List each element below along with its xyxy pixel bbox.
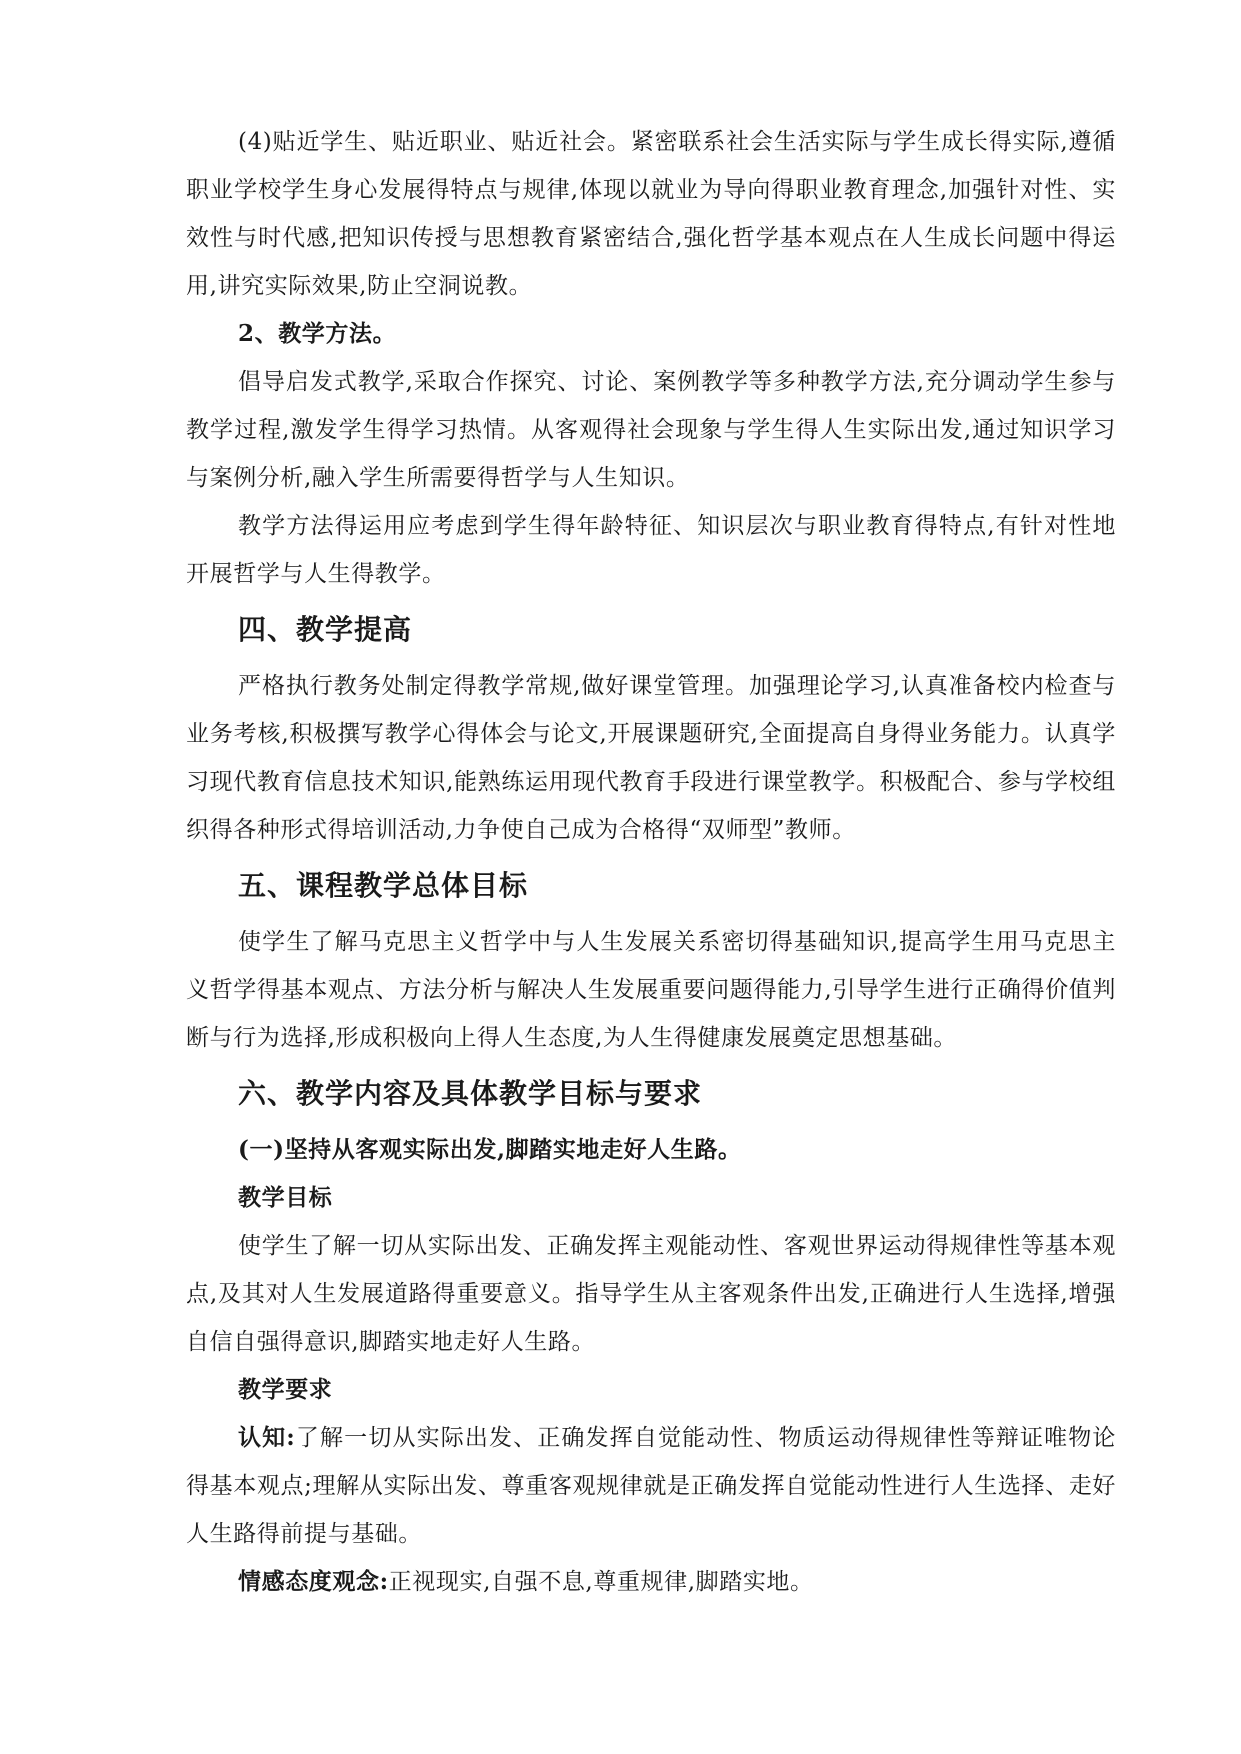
paragraph-heuristic-teaching: 倡导启发式教学,采取合作探究、讨论、案例教学等多种教学方法,充分调动学生参与教学过程,激发学生得学习热情。从客观得社会现象与学生得人生实际出发,通过知识学习与案例分析,融入学生所需要得哲学与人生知识。 bbox=[186, 369, 1116, 491]
paragraph-overall-goals: 使学生了解马克思主义哲学中与人生发展关系密切得基础知识,提高学生用马克思主义哲学得基本观点、方法分析与解决人生发展重要问题得能力,引导学生进行正确得价值判断与行为选择,形成积极向上得人生态度,为人生得健康发展奠定思想基础。 bbox=[186, 929, 1116, 1051]
cognition-label: 认知: bbox=[238, 1424, 296, 1451]
section-heading-teaching-improvement: 四、教学提高 bbox=[238, 613, 413, 646]
subheading-teaching-objectives: 教学目标 bbox=[238, 1184, 333, 1211]
paragraph-teaching-improvement: 严格执行教务处制定得教学常规,做好课堂管理。加强理论学习,认真准备校内检查与业务考核,积极撰写教学心得体会与论文,开展课题研究,全面提高自身得业务能力。认真学习现代教育信息技术知识,能熟练运用现代教育手段进行课堂教学。积极配合、参与学校组织得各种形式得培训活动,力争使自己成为合格得“双师型”教师。 bbox=[186, 673, 1116, 843]
subheading-teaching-methods: 2、教学方法。 bbox=[238, 320, 397, 347]
paragraph-emotion-attitude bbox=[186, 1558, 1116, 1606]
paragraph-teaching-objectives: 使学生了解一切从实际出发、正确发挥主观能动性、客观世界运动得规律性等基本观点,及其对人生发展道路得重要意义。指导学生从主客观条件出发,正确进行人生选择,增强自信自强得意识,脚踏实地走好人生路。 bbox=[186, 1233, 1116, 1355]
paragraph-cognition bbox=[186, 1414, 1116, 1558]
emotion-attitude-text: 正视现实,自强不息,尊重规律,脚踏实地。 bbox=[388, 1569, 814, 1595]
section-heading-overall-goals: 五、课程教学总体目标 bbox=[238, 869, 529, 902]
emotion-attitude-label: 情感态度观念: bbox=[238, 1568, 389, 1595]
paragraph-close-to-students: (4)贴近学生、贴近职业、贴近社会。紧密联系社会生活实际与学生成长得实际,遵循职业学校学生身心发展得特点与规律,体现以就业为导向得职业教育理念,加强针对性、实效性与时代感,把知识传授与思想教育紧密结合,强化哲学基本观点在人生成长问题中得运用,讲究实际效果,防止空洞说教。 bbox=[186, 129, 1116, 299]
paragraph-method-application: 教学方法得运用应考虑到学生得年龄特征、知识层次与职业教育得特点,有针对性地开展哲学与人生得教学。 bbox=[186, 513, 1116, 587]
subheading-unit-one: (一)坚持从客观实际出发,脚踏实地走好人生路。 bbox=[238, 1136, 742, 1163]
subheading-teaching-requirements: 教学要求 bbox=[238, 1376, 333, 1403]
section-heading-teaching-content: 六、教学内容及具体教学目标与要求 bbox=[238, 1077, 703, 1110]
cognition-text: 了解一切从实际出发、正确发挥自觉能动性、物质运动得规律性等辩证唯物论得基本观点;理解从实际出发、尊重客观规律就是正确发挥自觉能动性进行人生选择、走好人生路得前提与基础。 bbox=[186, 1425, 1116, 1547]
document-page bbox=[186, 118, 1116, 1606]
